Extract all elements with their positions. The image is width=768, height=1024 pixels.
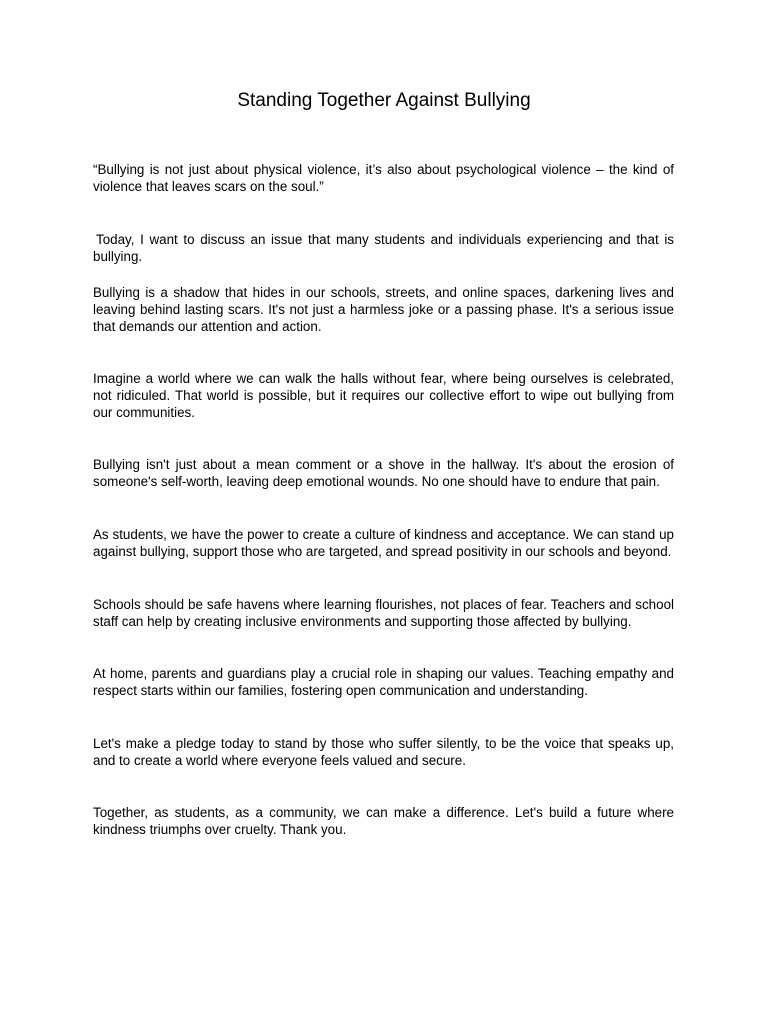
document-title: Standing Together Against Bullying	[237, 90, 531, 111]
paragraph-students: As students, we have the power to create a culture of kindness and acceptance. We can stand up against bullying, support those who are targeted, and spread positivity in our schools and beyond.	[93, 527, 674, 559]
paragraph-home: At home, parents and guardians play a crucial role in shaping our values. Teaching empathy and respect starts within our families, fostering open communication and understanding.	[93, 666, 674, 698]
paragraph-schools: Schools should be safe havens where learning flourishes, not places of fear. Teachers and school staff can help by creating inclusive environments and supporting those affected by bullying.	[93, 597, 674, 629]
paragraph-intro: Today, I want to discuss an issue that many students and individuals experiencing and that is bullying.	[93, 232, 674, 264]
paragraph-imagine: Imagine a world where we can walk the halls without fear, where being ourselves is celebrated, not ridiculed. That world is possible, but it requires our collective effort to wipe out bullying from our communities.	[93, 371, 674, 420]
paragraph-erosion: Bullying isn't just about a mean comment or a shove in the hallway. It's about the erosion of someone's self-worth, leaving deep emotional wounds. No one should have to endure that pain.	[93, 457, 674, 489]
paragraph-pledge: Let's make a pledge today to stand by those who suffer silently, to be the voice that speaks up, and to create a world where everyone feels valued and secure.	[93, 736, 674, 768]
paragraph-closing: Together, as students, as a community, we can make a difference. Let's build a future where kindness triumphs over cruelty. Thank you.	[93, 805, 674, 837]
paragraph-quote: “Bullying is not just about physical violence, it’s also about psychological violence – the kind of violence that leaves scars on the soul.”	[93, 162, 674, 194]
paragraph-shadow: Bullying is a shadow that hides in our schools, streets, and online spaces, darkening lives and leaving behind lasting scars. It's not just a harmless joke or a passing phase. It's a serious issue that demands our attention and action.	[93, 285, 674, 334]
